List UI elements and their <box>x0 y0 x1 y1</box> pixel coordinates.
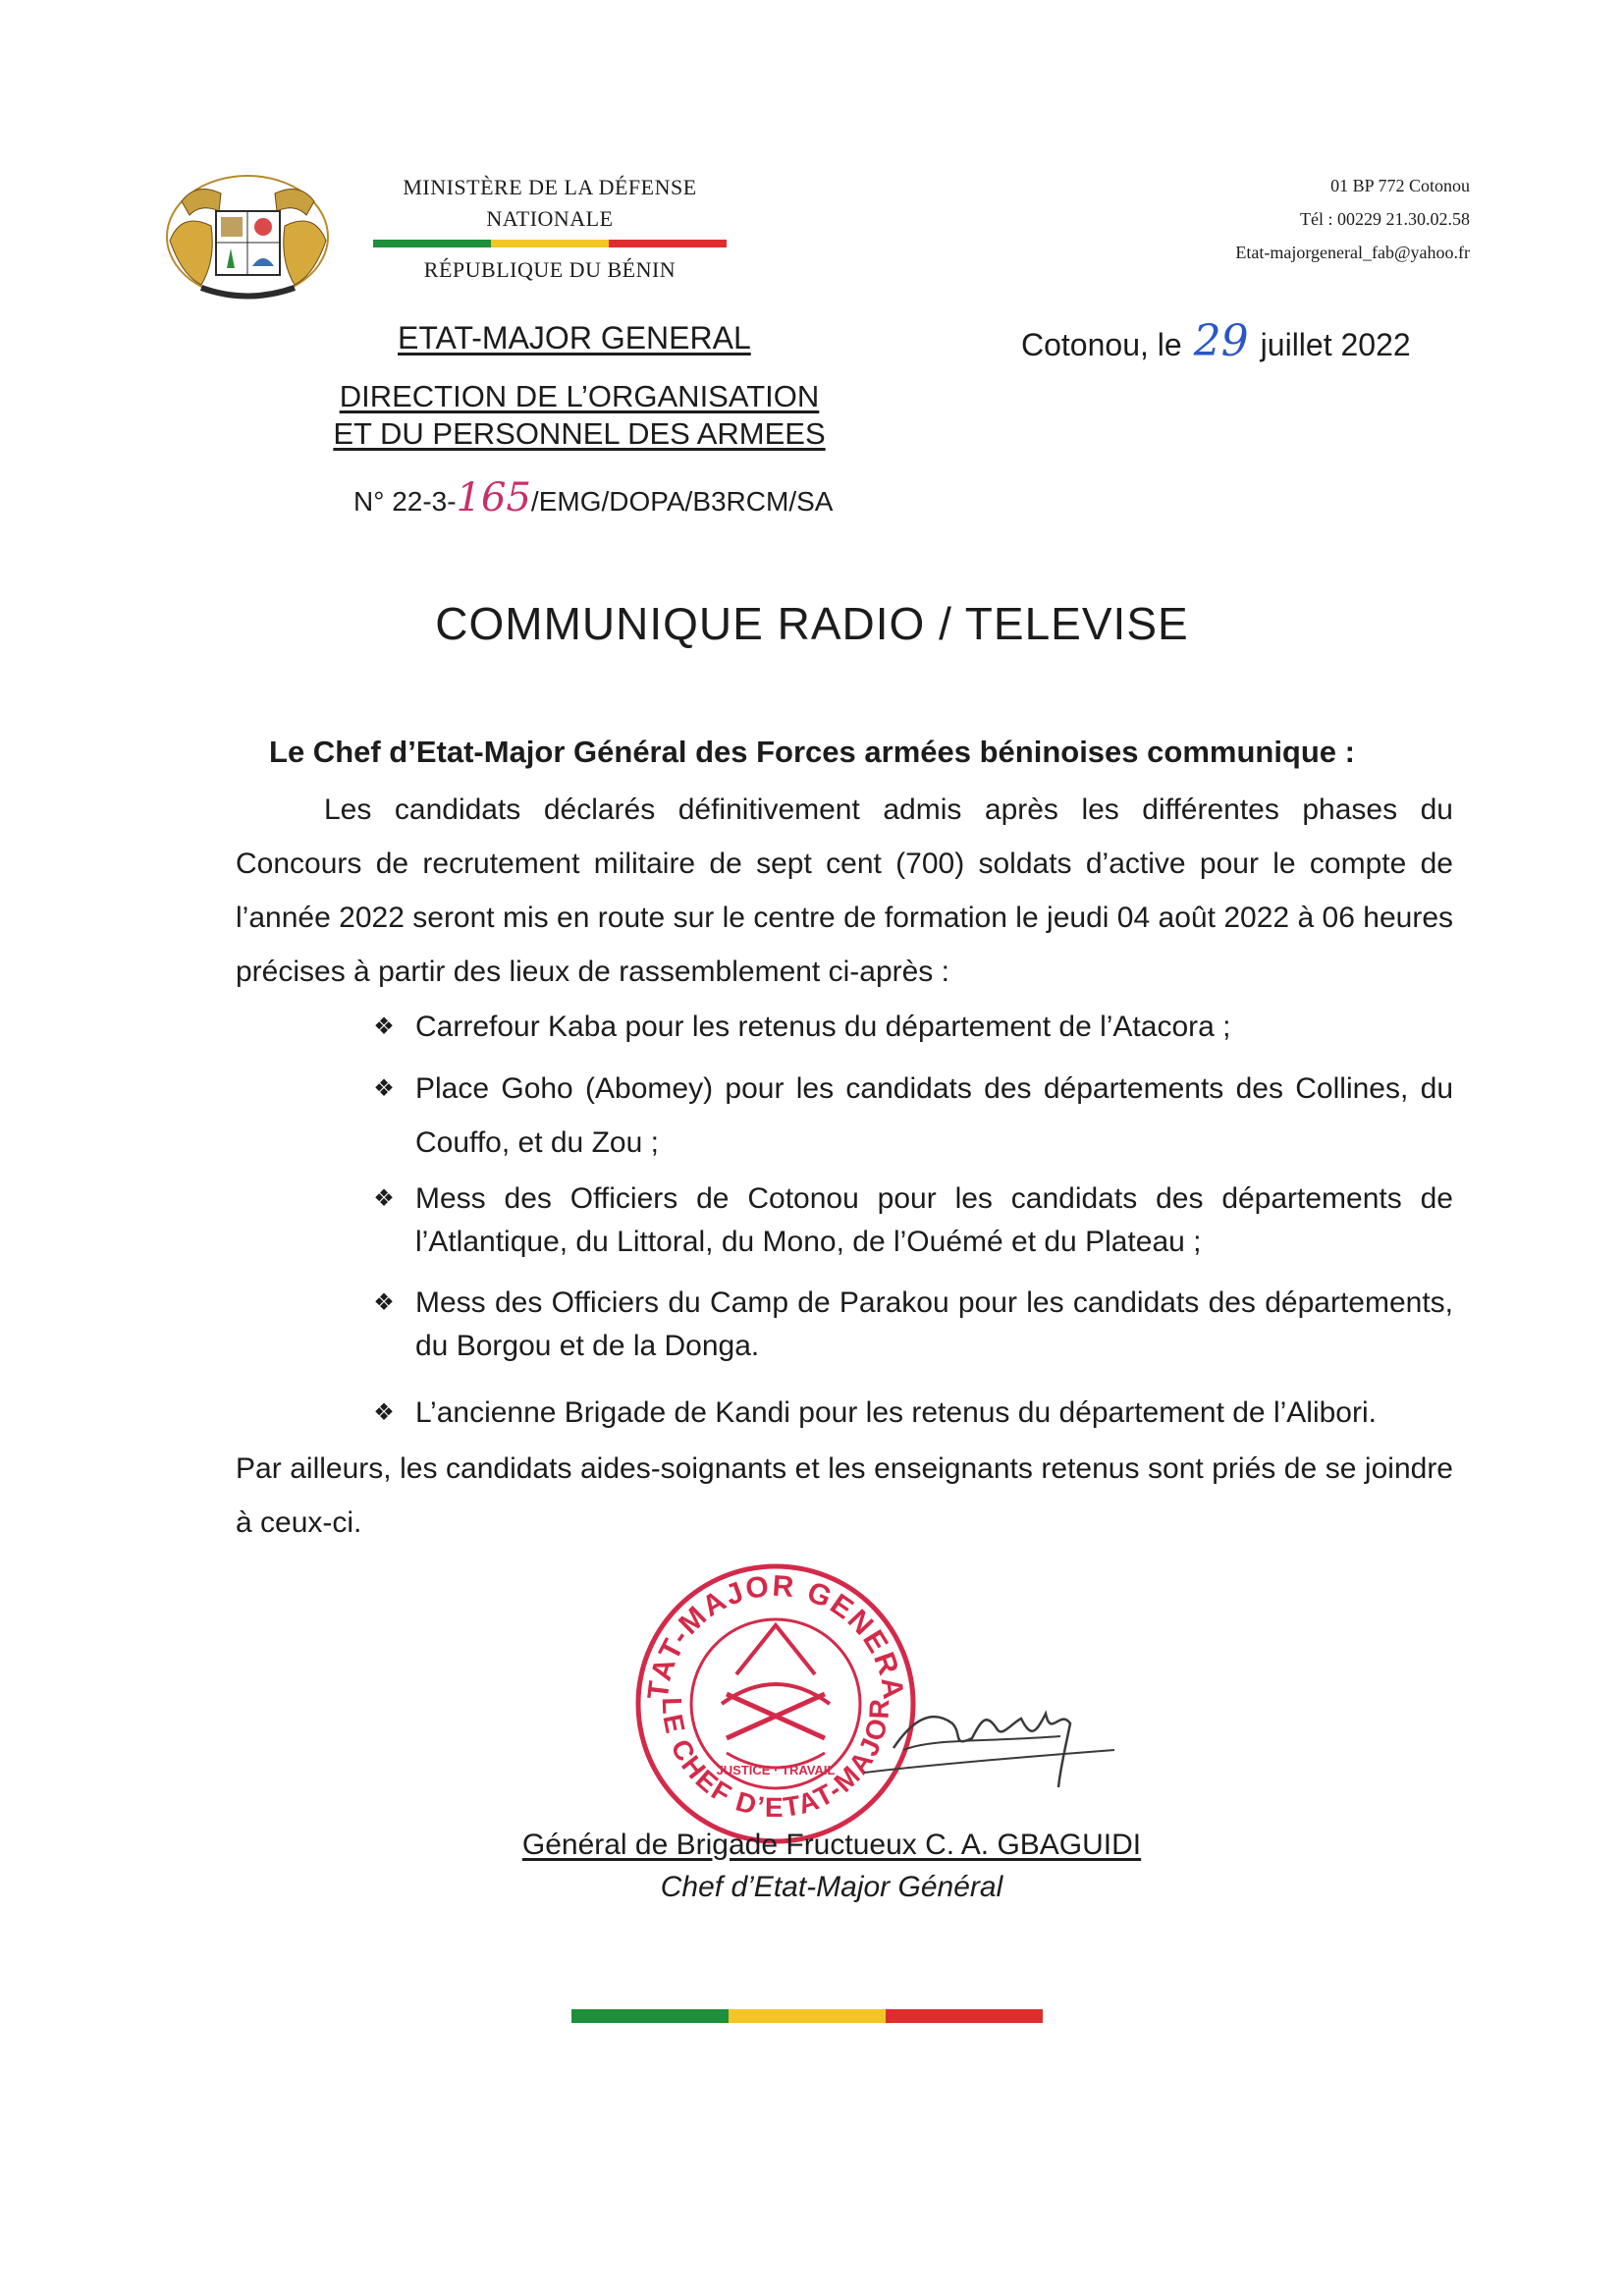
diamond-bullet-icon: ❖ <box>373 1075 395 1102</box>
list-item-text: Carrefour Kaba pour les retenus du département de l’Atacora ; <box>415 1011 1231 1043</box>
reference-number <box>353 475 833 520</box>
contact-block <box>1235 169 1470 269</box>
flag-yellow <box>729 2009 886 2023</box>
paragraph-closing: Par ailleurs, les candidats aides-soignants et les enseignants retenus sont priés de se joindre à ceux-ci. <box>236 1452 1453 1539</box>
flag-red <box>609 240 727 247</box>
date-prefix: Cotonou, le <box>1021 327 1182 362</box>
ministry-line: NATIONALE <box>486 206 614 231</box>
document-date <box>1021 316 1411 366</box>
reference-handwritten-number: 165 <box>456 475 531 520</box>
stamp-motto: JUSTICE · TRAVAIL <box>716 1763 836 1777</box>
flag-red <box>886 2009 1043 2023</box>
flag-yellow <box>491 240 609 247</box>
flag-stripe-small <box>373 240 727 247</box>
diamond-bullet-icon: ❖ <box>373 1185 395 1212</box>
direction-line: DIRECTION DE L’ORGANISATION <box>339 379 820 413</box>
contact-phone: Tél : 00229 21.30.02.58 <box>1300 209 1470 229</box>
list-item <box>368 1062 1453 1170</box>
signer-name-text: Général de Brigade Fructueux C. A. GBAGUIDI <box>521 1829 1142 1861</box>
list-item <box>368 1000 1453 1054</box>
reference-prefix: N° 22-3- <box>353 486 457 517</box>
signer-role-text: Chef d’Etat-Major Général <box>660 1871 1003 1903</box>
contact-email: Etat-majorgeneral_fab@yahoo.fr <box>1235 243 1470 262</box>
reference-suffix: /EMG/DOPA/B3RCM/SA <box>530 486 834 517</box>
list-item <box>368 1177 1453 1264</box>
diamond-bullet-icon: ❖ <box>373 1013 395 1040</box>
ministry-name <box>373 172 727 235</box>
date-day-handwritten: 29 <box>1193 316 1249 366</box>
etat-major-heading: ETAT-MAJOR GENERAL <box>398 320 751 355</box>
date-month-year: juillet 2022 <box>1260 327 1411 362</box>
stamp-top-text: TAT-MAJOR GENERA <box>641 1569 910 1703</box>
flag-stripe-footer <box>571 2009 1043 2023</box>
list-item <box>368 1386 1453 1440</box>
coat-of-arms-icon <box>162 172 334 304</box>
flag-green <box>373 240 491 247</box>
diamond-bullet-icon: ❖ <box>373 1399 395 1426</box>
direction-heading <box>295 378 864 453</box>
handwritten-signature <box>864 1679 1119 1797</box>
list-item-text: L’ancienne Brigade de Kandi pour les retenus du département de l’Alibori. <box>415 1396 1377 1429</box>
republic-name: RÉPUBLIQUE DU BÉNIN <box>423 257 677 282</box>
contact-address: 01 BP 772 Cotonou <box>1330 176 1470 195</box>
lead-statement: Le Chef d’Etat-Major Général des Forces armées béninoises communique : <box>269 735 1355 769</box>
ministry-line: MINISTÈRE DE LA DÉFENSE <box>403 175 697 199</box>
document-title: COMMUNIQUE RADIO / TELEVISE <box>435 598 1189 649</box>
diamond-bullet-icon: ❖ <box>373 1289 395 1316</box>
signer-role <box>0 1871 1624 1904</box>
list-item-text: Mess des Officiers de Cotonou pour les candidats des départements de l’Atlantique, du Littoral, du Mono, de l’Ouémé et du Plateau ; <box>415 1182 1453 1258</box>
list-item-text: Place Goho (Abomey) pour les candidats des départements des Collines, du Couffo, et du Zou ; <box>415 1072 1453 1159</box>
signer-name <box>0 1829 1624 1862</box>
paragraph-main: Les candidats déclarés définitivement admis après les différentes phases du Concours de recrutement militaire de sept cent (700) soldats d’active pour le compte de l’année 2022 seront mis en route sur le centre de formation le jeudi 04 août 2022 à 06 heures précises à partir des lieux de rassemblement ci-après : <box>236 793 1453 988</box>
list-item-text: Mess des Officiers du Camp de Parakou pour les candidats des départements, du Borgou et de la Donga. <box>415 1286 1453 1362</box>
list-item <box>368 1282 1453 1368</box>
direction-line: ET DU PERSONNEL DES ARMEES <box>333 416 826 451</box>
stamp-bottom-text: LE CHEF D’ETAT-MAJOR <box>656 1696 895 1824</box>
assembly-points-list <box>368 1000 1453 1448</box>
flag-green <box>571 2009 729 2023</box>
